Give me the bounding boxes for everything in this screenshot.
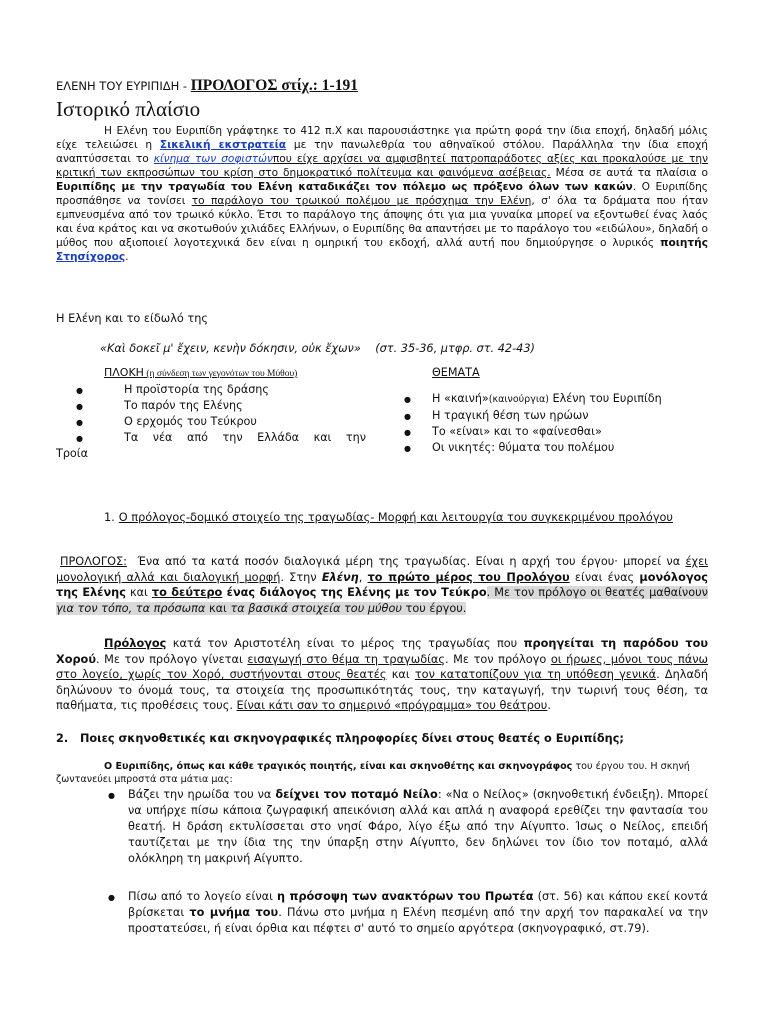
eidolo-quote: «Καὶ δοκεῖ μ' ἔχειν, κενὴν δόκησιν, οὐκ ἔχων» xyxy=(100,342,361,355)
header-author-title: ΕΛΕΝΗ ΤΟΥ ΕΥΡΙΠΙΔΗ xyxy=(56,79,180,93)
intro-paragraph: Η Ελένη του Ευριπίδη γράφτηκε το 412 π.Χ και παρουσιάστηκε για πρώτη φορά την ίδια εποχή, δηλαδή μόλις είχε τελειώσει η Σικελική εκστρατεία με την πανωλεθρία του αθηναϊκού στόλου. Παράλληλα την ίδια εποχή αναπτύσσεται το κίνημα των σοφιστώνπου είχε αρχίσει να αμφισβητεί πατροπαράδοτες αξίες και προκαλούσε με την κριτική των εκπροσώπων του κρίση στο δημοκρατικό πολίτευμα και φαινόμενα ασέβειας. Μέσα σε αυτά τα πλαίσια ο Ευριπίδης με την τραγωδία του Ελένη καταδικάζει τον πόλεμο ως πρόξενο όλων των κακών. Ο Ευριπίδης προσπάθησε να τονίσει το παράλογο του τρωικού πολέμου με πρόσχημα την Ελένη, σ' όλα τα δράματα που ήταν εμπνευσμένα από τον τρωικό κύκλο. Έτσι το παράλογο της άποψης ότι για μια γυναίκα μπορεί να εξοντωθεί ένας λαός και ένα κράτος και να σκοτωθούν χιλιάδες Ελλήνων, ο Ευριπίδης θα απαντήσει με το παράλογο του «ειδώλου», δηλαδή ο μύθος που αξιοποιεί λογοτεχνικά δεν είναι η ομηρική του εκδοχή, αλλά αυτή που δημιούργησε ο λυρικός ποιητής Στησίχορος. xyxy=(56,125,708,263)
list-item: ● Ο ερχομός του Τεύκρου xyxy=(72,414,386,430)
plot-list xyxy=(56,382,386,446)
list-item: ● Η «καινή»(καινούργια) Ελένη του Ευριπίδη xyxy=(400,391,730,408)
list-item: ● Τα νέα από την Ελλάδα και την xyxy=(72,430,386,446)
themes-heading: ΘΕΜΑΤΑ xyxy=(432,366,480,379)
list-item: ● Η προϊστορία της δράσης xyxy=(72,382,386,398)
plot-tail: Τροία xyxy=(56,447,88,460)
themes-column xyxy=(400,366,730,456)
eidolo-quote-line xyxy=(100,341,700,357)
eidolo-heading: Η Ελένη και το είδωλό της xyxy=(56,312,208,325)
sicilian-expedition-link[interactable]: Σικελική εκστρατεία xyxy=(159,139,287,151)
list-item: ● Οι νικητές: θύματα του πολέμου xyxy=(400,440,730,456)
director-paragraph: Ο Ευριπίδης, όπως και κάθε τραγικός ποιητής, είναι και σκηνοθέτης και σκηνογράφος του έργου του. Η σκηνή ζωντανεύει μπροστά στα μάτια μας: xyxy=(56,761,690,785)
sophists-movement-link[interactable]: κίνημα των σοφιστών xyxy=(153,153,273,165)
list-item: ● Η τραγική θέση των ηρώων xyxy=(400,408,730,424)
eidolo-reference: (στ. 35-36, μτφρ. στ. 42-43) xyxy=(375,342,535,355)
prologue-heading: ΠΡΟΛΟΓΟΣ στίχ.: 1-191 xyxy=(190,77,358,94)
question-2-heading: 2. Ποιες σκηνοθετικές και σκηνογραφικές πληροφορίες δίνει στους θεατές ο Ευριπίδης; xyxy=(56,732,624,745)
stesichorus-link[interactable]: Στησίχορος xyxy=(56,251,126,263)
staging-bullet-list xyxy=(104,787,708,937)
plot-heading: ΠΛΟΚΗ xyxy=(104,366,144,379)
plot-heading-line xyxy=(56,366,386,381)
plot-subheading: (η σύνδεση των γεγονότων του Μύθου) xyxy=(143,369,298,379)
plot-column xyxy=(56,366,386,462)
list-item: ● Το «είναι» και το «φαίνεσθαι» xyxy=(400,424,730,440)
document-header: ΕΛΕΝΗ ΤΟΥ ΕΥΡΙΠΙΔΗ - ΠΡΟΛΟΓΟΣ στίχ.: 1-191 xyxy=(56,77,358,94)
list-item: ● Πίσω από το λογείο είναι η πρόσοψη των ανακτόρων του Πρωτέα (στ. 56) και κάπου εκεί κοντά βρίσκεται το μνήμα του. Πάνω στο μνήμα η Ελένη πεσμένη από την αρχή τον παρακαλεί να την προστατεύσει, ή είναι όρθια και πέφτει σ' αυτό το σημείο αργότερα (σκηνογραφικό, στ.79). xyxy=(104,889,708,937)
list-item: ● Το παρόν της Ελένης xyxy=(72,398,386,414)
list-item: ● Βάζει την ηρωίδα του να δείχνει τον ποταμό Νείλο: «Να ο Νείλος» (σκηνοθετική ένδειξη). Μπορεί να υπήρχε πίσω κάποια ζωγραφική απεικόνιση αλλά και απλά η αναφορά ερεθίζει την φαντασία του θεατή. Η δράση εκτυλίσσεται στο νησί Φάρο, λίγο έξω από την Αίγυπτο. Ίσως ο Νείλος, επειδή ταυτίζεται με την ίδια της την ύπαρξη στην Αίγυπτο, δεν δηλώνει τον ίδιο τον ποταμό, αλλά ολόκληρη τη μακρινή Αίγυπτο. xyxy=(104,787,708,867)
section-title: Ιστορικό πλαίσιο xyxy=(56,97,201,121)
prologos-paragraph: ΠΡΟΛΟΓΟΣ: Ένα από τα κατά ποσόν διαλογικά μέρη της τραγωδίας. Είναι η αρχή του έργου· μπορεί να έχει μονολογική αλλά και διαλογική μορφή. Στην Ελένη, το πρώτο μέρος του Προλόγου είναι ένας μονόλογος της Ελένης και το δεύτερο ένας διάλογος της Ελένης με τον Τεύκρο. Με τον πρόλογο οι θεατές μαθαίνουν για τον τόπο, τα πρόσωπα και τα βασικά στοιχεία του μύθου του έργου. xyxy=(56,555,708,615)
question-1-heading: 1. Ο πρόλογος-δομικό στοιχείο της τραγωδίας- Μορφή και λειτουργία του συγκεκριμένου προλόγου xyxy=(104,511,673,524)
aristotle-paragraph: Πρόλογος κατά τον Αριστοτέλη είναι το μέρος της τραγωδίας που προηγείται τη παρόδου του Χορού. Με τον πρόλογο γίνεται εισαγωγή στο θέμα τη τραγωδίας. Με τον πρόλογο οι ήρωες, μόνοι τους πάνω στο λογείο, χωρίς τον Χορό, συστήνονται στους θεατές και τον κατατοπίζουν για τη υπόθεση γενικά. Δηλαδή δηλώνουν το όνομά τους, τα στοιχεία της προσωπικότητάς τους, την καταγωγή, την τωρινή τους θέση, τα παθήματα, τις προθέσεις τους. Είναι κάτι σαν το σημερινό «πρόγραμμα» του θεάτρου. xyxy=(56,637,709,712)
themes-list xyxy=(400,391,730,456)
